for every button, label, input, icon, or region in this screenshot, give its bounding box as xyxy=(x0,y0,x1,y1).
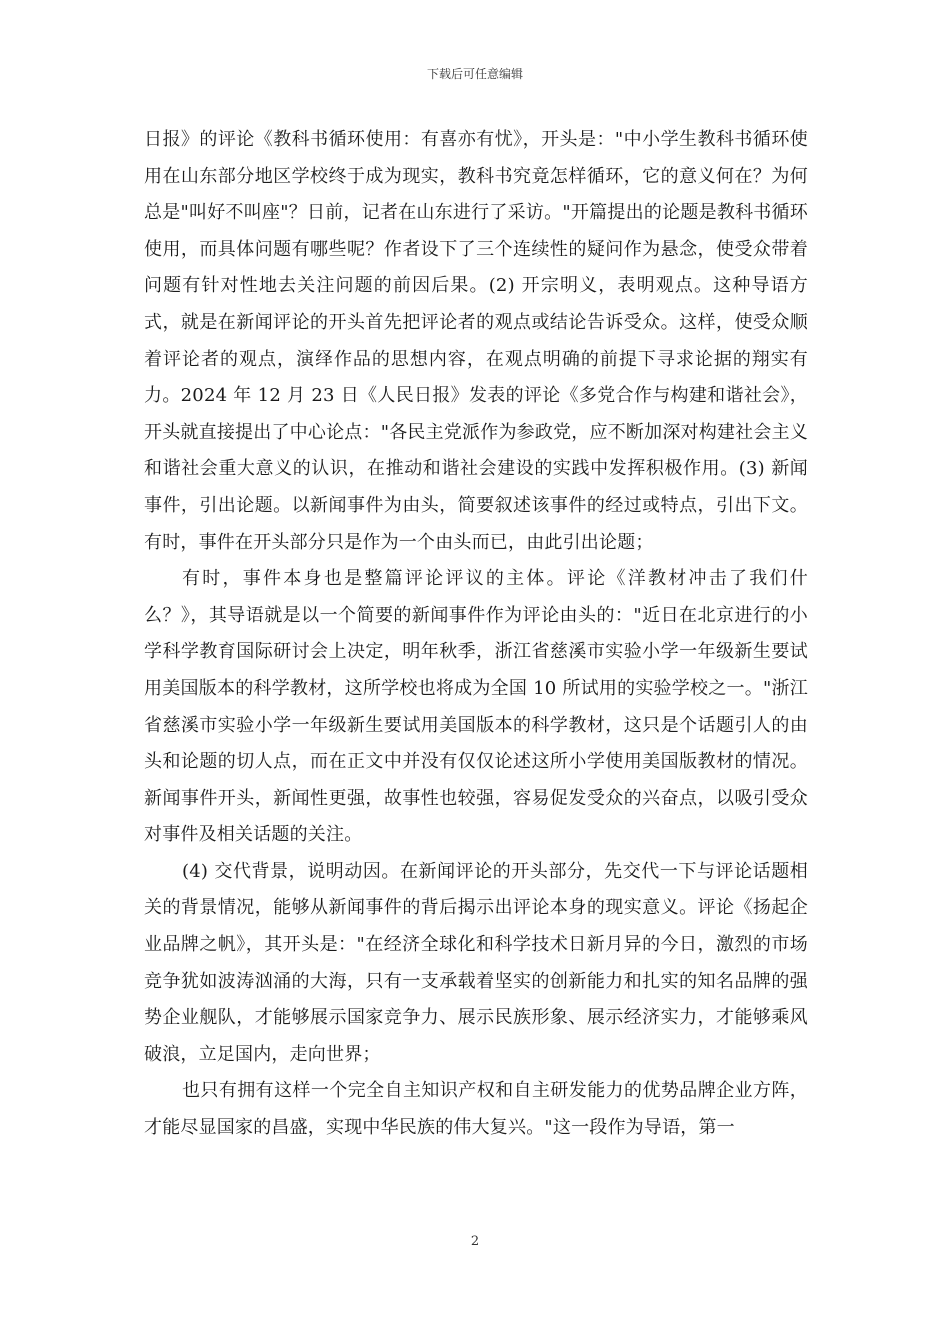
document-body xyxy=(144,122,808,1147)
paragraph-3: (4) 交代背景，说明动因。在新闻评论的开头部分，先交代一下与评论话题相关的背景情况，能够从新闻事件的背后揭示出评论本身的现实意义。评论《扬起企业品牌之帆》，其开头是："在经济全球化和科学技术日新月异的今日，激烈的市场竞争犹如波涛汹涌的大海，只有一支承载着坚实的创新能力和扎实的知名品牌的强势企业舰队，才能够展示国家竞争力、展示民族形象、展示经济实力，才能够乘风破浪，立足国内，走向世界； xyxy=(144,860,808,1065)
page-number: 2 xyxy=(470,1234,480,1249)
paragraph-4: 也只有拥有这样一个完全自主知识产权和自主研发能力的优势品牌企业方阵，才能尽显国家的昌盛，实现中华民族的伟大复兴。"这一段作为导语，第一 xyxy=(144,1080,808,1139)
page-header xyxy=(0,66,950,82)
page-footer xyxy=(0,1234,950,1250)
paragraph-2: 有时，事件本身也是整篇评论评议的主体。评论《洋教材冲击了我们什么？》，其导语就是以一个简要的新闻事件作为评论由头的："近日在北京进行的小学科学教育国际研讨会上决定，明年秋季，浙江省慈溪市实验小学一年级新生要试用美国版本的科学教材，这所学校也将成为全国 10 所试用的实验学校之一。"浙江省慈溪市实验小学一年级新生要试用美国版本的科学教材，这只是个话题引人的由头和论题的切人点，而在正文中并没有仅仅论述这所小学使用美国版教材的情况。新闻事件开头，新闻性更强，故事性也较强，容易促发受众的兴奋点，以吸引受众对事件及相关话题的关注。 xyxy=(144,568,808,846)
paragraph-1: 日报》的评论《教科书循环使用：有喜亦有忧》，开头是："中小学生教科书循环使用在山东部分地区学校终于成为现实，教科书究竟怎样循环，它的意义何在？为何总是"叫好不叫座"？日前，记者在山东进行了采访。"开篇提出的论题是教科书循环使用，而具体问题有哪些呢？作者设下了三个连续性的疑问作为悬念，使受众带着问题有针对性地去关注问题的前因后果。(2) 开宗明义，表明观点。这种导语方式，就是在新闻评论的开头首先把评论者的观点或结论告诉受众。这样，使受众顺着评论者的观点，演绎作品的思想内容，在观点明确的前提下寻求论据的翔实有力。2024 年 12 月 23 日《人民日报》发表的评论《多党合作与构建和谐社会》，开头就直接提出了中心论点："各民主党派作为参政党，应不断加深对构建社会主义和谐社会重大意义的认识，在推动和谐社会建设的实践中发挥积极作用。(3) 新闻事件，引出论题。以新闻事件为由头，简要叙述该事件的经过或特点，引出下文。有时，事件在开头部分只是作为一个由头而已，由此引出论题； xyxy=(144,129,808,553)
header-note: 下载后可任意编辑 xyxy=(426,67,523,81)
